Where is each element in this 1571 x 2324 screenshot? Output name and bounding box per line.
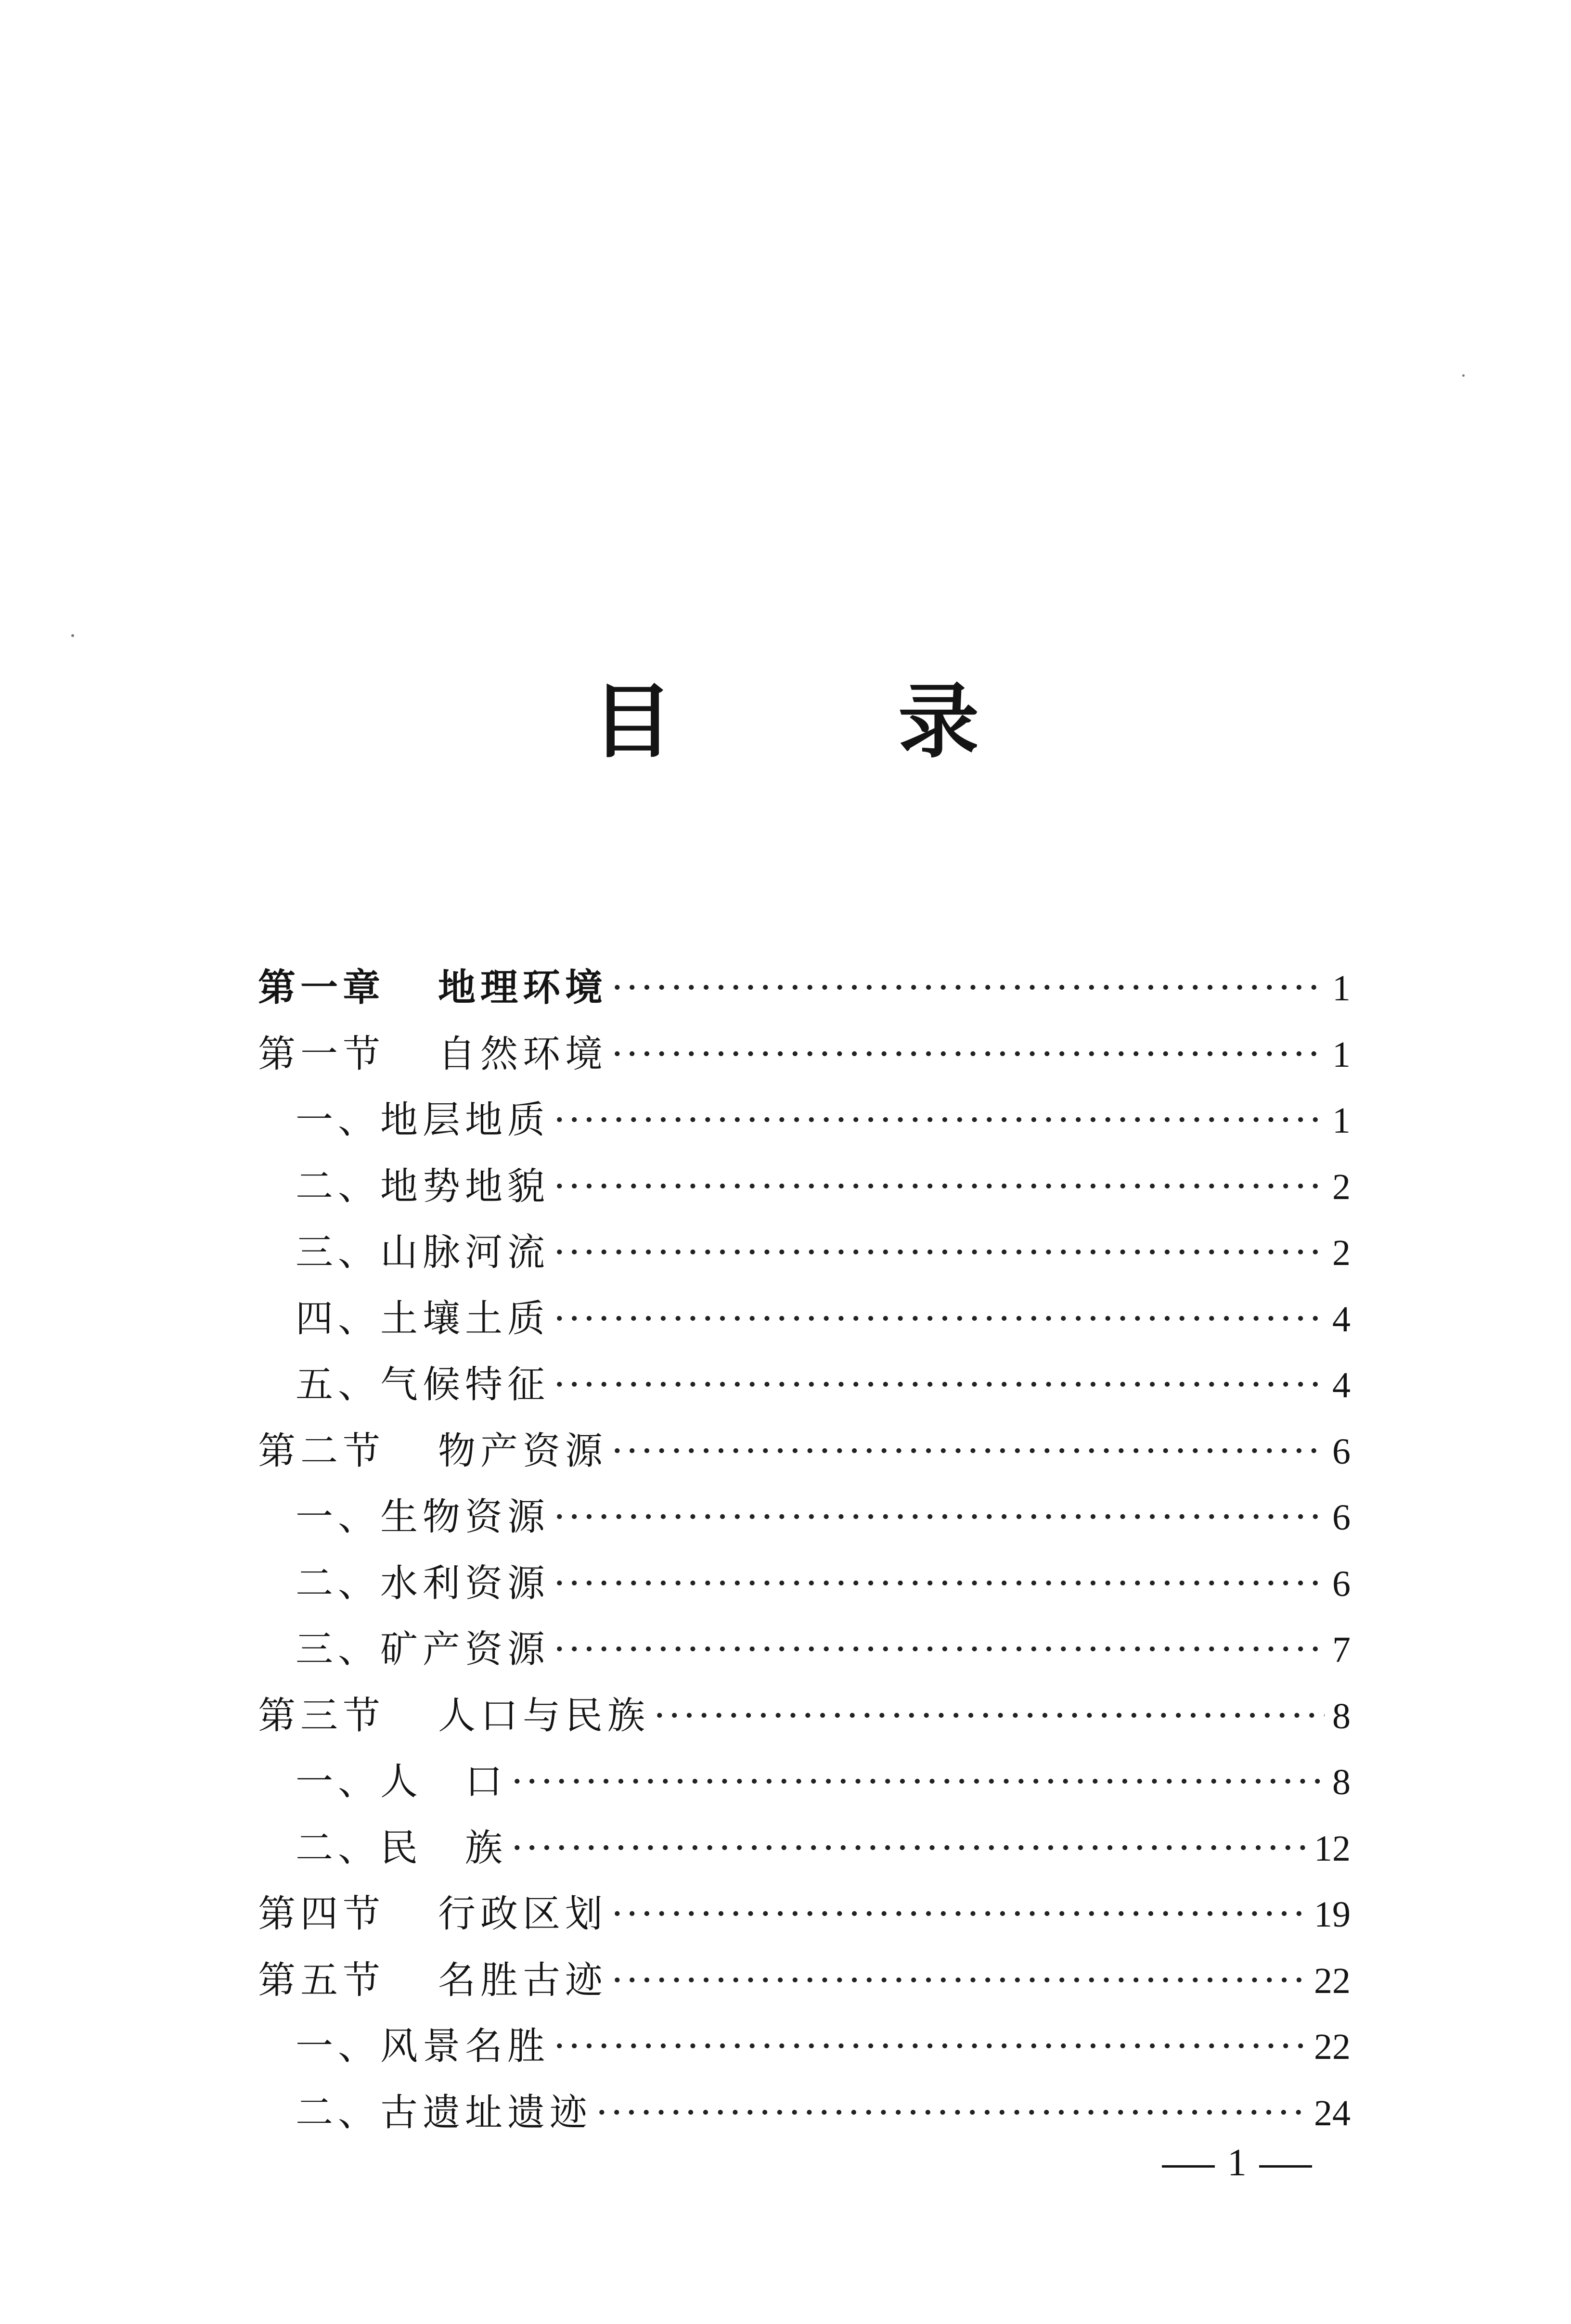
toc-entry-heading: 物产资源: [438, 1429, 608, 1473]
toc-entry-page-number: 4: [1332, 1365, 1351, 1405]
toc-entry-section[interactable]: [258, 1024, 1351, 1090]
toc-entry-item[interactable]: [258, 1156, 1351, 1223]
toc-entry-page-number: 22: [1314, 2027, 1351, 2067]
toc-entry-heading: 地理环境: [438, 966, 608, 1009]
toc-entry-item[interactable]: [258, 1222, 1351, 1289]
folio-dash-left: [1162, 2165, 1215, 2168]
toc-entry-title: [258, 1950, 607, 2004]
toc-entry-number: 二、: [296, 2091, 381, 2134]
toc-entry-page-number: 24: [1314, 2093, 1351, 2133]
toc-entry-page-number: 6: [1332, 1497, 1351, 1538]
toc-leader-dots: [596, 2091, 1307, 2134]
toc-entry-item[interactable]: [258, 1354, 1351, 1421]
toc-entry-number: 二、: [296, 1164, 381, 1208]
toc-entry-chapter[interactable]: [258, 958, 1351, 1024]
toc-entry-heading: 人 口: [380, 1760, 508, 1803]
toc-entry-heading: 古遗址遗迹: [380, 2091, 592, 2134]
page-number: [1149, 2141, 1325, 2185]
toc-entry-heading: 人口与民族: [438, 1694, 650, 1737]
toc-entry-title: [258, 1024, 607, 1078]
toc-entry-title: [296, 1222, 550, 1276]
toc-entry-page-number: 6: [1332, 1431, 1351, 1472]
toc-entry-page-number: 19: [1314, 1894, 1351, 1935]
scan-speck: [1462, 374, 1465, 377]
toc-entry-number: 一、: [296, 1495, 381, 1539]
toc-entry-number: 三、: [296, 1231, 381, 1274]
toc-entry-heading: 气候特征: [380, 1363, 550, 1406]
toc-entry-page-number: 7: [1332, 1630, 1351, 1670]
toc-entry-number: 第三节: [258, 1694, 386, 1737]
toc-entry-item[interactable]: [258, 1553, 1351, 1620]
toc-leader-dots: [511, 1760, 1325, 1803]
toc-entry-page-number: 4: [1332, 1299, 1351, 1340]
toc-entry-title: [258, 958, 607, 1011]
toc-leader-dots: [554, 1098, 1325, 1142]
toc-entry-item[interactable]: [258, 1487, 1351, 1553]
toc-entry-heading: 水利资源: [380, 1561, 550, 1605]
toc-entry-heading: 行政区划: [438, 1892, 608, 1936]
toc-entry-item[interactable]: [258, 1289, 1351, 1355]
toc-entry-heading: 土壤土质: [380, 1297, 550, 1341]
toc-entry-section[interactable]: [258, 1686, 1351, 1752]
toc-leader-dots: [554, 1165, 1325, 1208]
toc-entry-number: 第一章: [258, 966, 386, 1009]
toc-entry-item[interactable]: [258, 1619, 1351, 1686]
toc-entry-heading: 名胜古迹: [438, 1958, 608, 2002]
toc-entry-heading: 自然环境: [438, 1032, 608, 1076]
toc-entry-title: [296, 1553, 550, 1607]
toc-entry-title: [296, 1354, 550, 1408]
toc-entry-section[interactable]: [258, 1421, 1351, 1487]
toc-entry-item[interactable]: [258, 1090, 1351, 1156]
toc-entry-title: [258, 1884, 607, 1938]
toc-entry-number: 五、: [296, 1363, 381, 1406]
toc-entry-item[interactable]: [258, 2082, 1351, 2149]
toc-entry-title: [296, 1156, 550, 1210]
table-of-contents: [258, 958, 1351, 2148]
folio-dash-right: [1259, 2165, 1312, 2168]
toc-entry-title: [296, 1751, 507, 1805]
toc-entry-section[interactable]: [258, 1884, 1351, 1950]
toc-entry-number: 一、: [296, 2025, 381, 2068]
toc-leader-dots: [654, 1694, 1325, 1737]
toc-entry-number: 二、: [296, 1561, 381, 1605]
toc-entry-section[interactable]: [258, 1950, 1351, 2017]
toc-entry-number: 三、: [296, 1628, 381, 1671]
toc-leader-dots: [554, 1495, 1325, 1539]
toc-entry-item[interactable]: [258, 1818, 1351, 1884]
toc-leader-dots: [554, 1363, 1325, 1406]
toc-leader-dots: [554, 1562, 1325, 1605]
toc-entry-heading: 风景名胜: [380, 2025, 550, 2068]
toc-entry-title: [296, 1619, 550, 1673]
scan-speck: [71, 634, 74, 637]
toc-leader-dots: [511, 1826, 1307, 1870]
toc-entry-page-number: 6: [1332, 1563, 1351, 1604]
toc-entry-number: 第一节: [258, 1032, 386, 1076]
toc-entry-page-number: 1: [1332, 968, 1351, 1009]
toc-entry-heading: 民 族: [380, 1826, 508, 1870]
page-number-value: 1: [1227, 2142, 1247, 2184]
toc-entry-number: 一、: [296, 1760, 381, 1803]
toc-entry-heading: 地层地质: [380, 1098, 550, 1142]
toc-leader-dots: [611, 1430, 1325, 1473]
toc-entry-number: 四、: [296, 1297, 381, 1341]
toc-entry-number: 一、: [296, 1098, 381, 1142]
toc-entry-number: 二、: [296, 1826, 381, 1870]
toc-entry-title: [296, 1487, 550, 1541]
toc-leader-dots: [554, 2025, 1307, 2068]
toc-entry-title: [296, 1818, 507, 1872]
toc-entry-page-number: 22: [1314, 1960, 1351, 2001]
toc-entry-item[interactable]: [258, 1751, 1351, 1818]
toc-entry-title: [296, 1289, 550, 1342]
toc-entry-number: 第二节: [258, 1429, 386, 1473]
toc-entry-page-number: 1: [1332, 1100, 1351, 1141]
toc-entry-heading: 地势地貌: [380, 1164, 550, 1208]
toc-leader-dots: [554, 1297, 1325, 1341]
page-title: 目 录: [592, 675, 1051, 769]
toc-entry-page-number: 12: [1314, 1828, 1351, 1869]
toc-entry-page-number: 8: [1332, 1696, 1351, 1737]
toc-entry-page-number: 2: [1332, 1166, 1351, 1207]
toc-entry-item[interactable]: [258, 2016, 1351, 2082]
toc-entry-heading: 生物资源: [380, 1495, 550, 1539]
toc-entry-number: 第五节: [258, 1958, 386, 2002]
toc-entry-number: 第四节: [258, 1892, 386, 1936]
toc-entry-page-number: 1: [1332, 1034, 1351, 1075]
toc-leader-dots: [611, 966, 1325, 1009]
toc-leader-dots: [554, 1628, 1325, 1671]
toc-leader-dots: [611, 1033, 1325, 1076]
toc-leader-dots: [611, 1959, 1307, 2002]
toc-leader-dots: [611, 1892, 1307, 1936]
toc-entry-title: [258, 1421, 607, 1475]
toc-entry-title: [258, 1686, 650, 1739]
toc-entry-title: [296, 2082, 592, 2136]
toc-entry-title: [296, 2016, 550, 2070]
toc-entry-heading: 山脉河流: [380, 1231, 550, 1274]
toc-entry-page-number: 2: [1332, 1233, 1351, 1273]
toc-entry-heading: 矿产资源: [380, 1628, 550, 1671]
toc-entry-title: [296, 1090, 550, 1144]
toc-leader-dots: [554, 1231, 1325, 1274]
toc-entry-page-number: 8: [1332, 1762, 1351, 1802]
